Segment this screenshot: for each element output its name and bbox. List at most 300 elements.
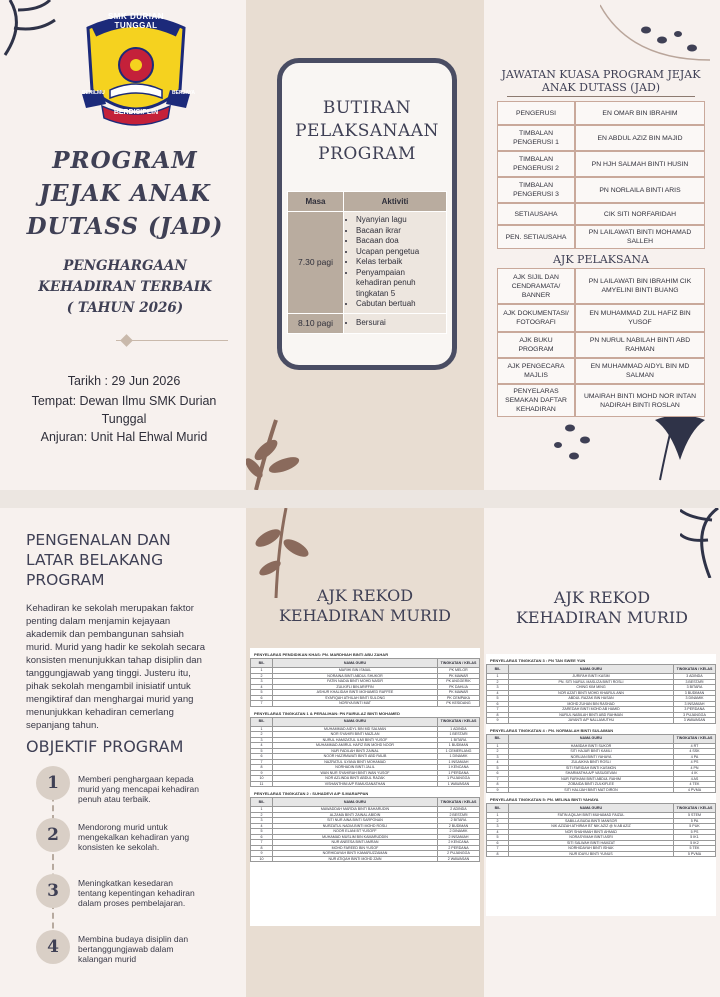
attendance-header-cell: NAMA GURU	[273, 717, 438, 726]
committee-role: TIMBALAN PENGERUSI 2	[497, 151, 575, 177]
attendance-lists	[486, 654, 716, 916]
intro-line: mengiktiraf dan menghargai murid yang	[26, 694, 194, 705]
table-cell: MAWADDAH MARDIA BINTI BAHARUDIN	[273, 807, 438, 813]
table-cell: NOR AZATI BINTI MOHD KHAIRUL ANN	[509, 690, 674, 696]
table-cell: SHARMATHA A/P VASUDEVAN	[509, 771, 674, 777]
activity-item: • Penyampaian kehadiran penuh tingkatan 5	[356, 268, 442, 300]
ajk-table	[497, 268, 705, 417]
table-cell: 3 INSANIAH	[674, 701, 716, 707]
ajk-row	[497, 268, 705, 304]
table-cell: ASHUR KHALIDAH BINTI MOHAMED RAFFEE	[273, 690, 438, 696]
committee-member: PN HJH SALMAH BINTI HUSIN	[575, 151, 705, 177]
table-cell: 1 CEMERLANG	[438, 748, 480, 754]
table-cell: 1	[487, 674, 509, 680]
attendance-header-cell: BIL	[251, 717, 273, 726]
table-cell: NOR SYAHIRI BINTI MAZLAN	[273, 732, 438, 738]
table-cell: 9	[251, 770, 273, 776]
award-title-line: KEHADIRAN TERBAIK	[38, 279, 212, 295]
table-row	[251, 701, 480, 707]
table-cell: 9	[251, 851, 273, 857]
table-cell: NURUL HAMIZATUL ILMI BINTI YUSOF	[273, 737, 438, 743]
committee-title	[497, 68, 705, 94]
ajk-row	[497, 304, 705, 332]
table-cell: MUHAMMAD AIDYL BIN MD SALMAN	[273, 726, 438, 732]
activity-item: • Bacaan doa	[356, 236, 442, 247]
table-cell: 1 BESTARI	[438, 732, 480, 738]
intro-line: menunjukkan kehadiran cemerlang	[26, 707, 174, 718]
attendance-header-cell: TINGKATAN / KELAS	[438, 717, 480, 726]
table-cell: NIK AZIZAH ATHIRAH BT NIK AZIZ @ N AB AZIZ	[509, 824, 674, 830]
table-cell: 2 BUDIMAN	[438, 823, 480, 829]
attendance-lists	[250, 648, 480, 926]
attendance-title-line: AJK REKOD	[316, 586, 414, 605]
table-cell: 1 ADINDA	[438, 726, 480, 732]
table-cell: 3 BESTARI	[674, 679, 716, 685]
attendance-header-row	[487, 804, 716, 813]
objective-line: Memberi penghargaan kepada	[78, 774, 194, 784]
table-cell: SITI FARIDAH BINTI KASMON	[509, 765, 674, 771]
table-cell: 1 KENCANA	[438, 765, 480, 771]
intro-line: akademik dan pembangunan sahsiah	[26, 629, 184, 640]
table-cell: SITI NUR AINA BINTI SARPONAN	[273, 818, 438, 824]
objective-text	[78, 934, 238, 964]
objective-text	[78, 878, 238, 908]
table-cell: 2 KENCANA	[438, 840, 480, 846]
award-title-line: PENGHARGAAN	[63, 258, 187, 274]
table-cell: 11	[251, 781, 273, 787]
ajk-member: PN NURUL NABILAH BINTI ABD RAHMAN	[575, 332, 705, 358]
table-cell: 8	[251, 765, 273, 771]
table-cell: NUR ATIQAH BINTI MOHD ZAIN	[273, 856, 438, 862]
attendance-header-cell: BIL	[487, 734, 509, 743]
schedule-card	[277, 58, 457, 370]
committee-row	[497, 203, 705, 225]
table-cell: ZULKIFLI BIN ARIFFIN	[273, 684, 438, 690]
objective-line: Meningkatkan kesedaran	[78, 878, 173, 888]
objective-line: penuh atau terbaik.	[78, 794, 151, 804]
brochure-outside	[0, 0, 720, 490]
attendance-header-row	[251, 798, 480, 807]
table-cell: NORASYIMAH BINTI ASRI	[509, 835, 674, 841]
table-cell: 5	[251, 748, 273, 754]
attendance-title	[246, 586, 484, 626]
event-details	[18, 372, 230, 446]
table-cell: ZAREDAH BINTI MOHD AB HAMID	[509, 707, 674, 713]
committee-member: EN OMAR BIN IBRAHIM	[575, 101, 705, 125]
table-cell: 3 PUJANGGA	[674, 712, 716, 718]
objective-line: konsisten ke sekolah.	[78, 842, 160, 852]
logo-caption-left: BERILMU	[82, 90, 105, 96]
table-cell: NOOR HAZIRAWATI BINTI ABD RAUB	[273, 754, 438, 760]
table-cell: SYAFIQAH ATHILAH BINTI SULONG	[273, 695, 438, 701]
intro-line: Kehadiran ke sekolah merupakan faktor	[26, 603, 194, 614]
table-cell: NUR FARHANI BINTI ABDUL RAHIM	[509, 776, 674, 782]
objective-line: mengekalkan kehadiran yang	[78, 832, 190, 842]
committee-role: PEN. SETIAUSAHA	[497, 225, 575, 249]
attendance-header-cell: BIL	[251, 659, 273, 668]
committee-role: TIMBALAN PENGERUSI 3	[497, 177, 575, 203]
activity-item: • Nyanyian lagu	[356, 215, 442, 226]
program-title-line: JEJAK ANAK	[39, 180, 211, 207]
objective-text	[78, 822, 238, 852]
table-cell: 4 PN	[674, 765, 716, 771]
attendance-header-cell: NAMA GURU	[509, 665, 674, 674]
table-cell: 2 BITARA	[438, 818, 480, 824]
table-cell: NUR IDAYU BINTI YUNUS	[509, 851, 674, 857]
table-cell: 6	[487, 771, 509, 777]
table-cell: 1	[251, 807, 273, 813]
table-cell: 1	[251, 668, 273, 674]
table-cell: 10	[251, 856, 273, 862]
table-cell: MUHAMAD MUSLIM BIN KAMARUDDIN	[273, 834, 438, 840]
table-cell: 1	[487, 813, 509, 819]
attendance-table	[486, 734, 716, 794]
ajk-member: EN MUHAMMAD AIDYL BIN MD SALMAN	[575, 358, 705, 384]
program-title-line: PROGRAM	[52, 147, 198, 174]
table-cell: 5	[251, 690, 273, 696]
objective-number: 1	[36, 766, 70, 800]
objective-line: Mendorong murid untuk	[78, 822, 168, 832]
table-cell: NORHADIN BINTI JALIL	[273, 765, 438, 771]
committee-role: PENGERUSI	[497, 101, 575, 125]
table-cell: 4	[251, 743, 273, 749]
table-cell: 7	[251, 701, 273, 707]
objective-line: tentang kepentingan kehadiran	[78, 888, 195, 898]
committee-row	[497, 101, 705, 125]
attendance-header-cell: NAMA GURU	[509, 734, 674, 743]
divider-diamond	[120, 334, 133, 347]
table-row	[251, 781, 480, 787]
table-cell: 3	[251, 818, 273, 824]
objective-number: 3	[36, 874, 70, 908]
table-cell: NORLIAN BINTI YAHAYA	[509, 754, 674, 760]
table-cell: SABILLA BUDA BINTI MANSOR	[509, 818, 674, 824]
table-cell: 6	[251, 834, 273, 840]
table-cell: 2 WAWASAN	[438, 856, 480, 862]
ajk-row	[497, 332, 705, 358]
table-cell: 1 BUDIMAN	[438, 743, 480, 749]
committee-row	[497, 177, 705, 203]
table-cell: SITI HAJAR BINTI KAMLI	[509, 749, 674, 755]
table-cell: 4 TEK	[674, 782, 716, 788]
objective-number: 4	[36, 930, 70, 964]
ajk-role: AJK DOKUMENTASI/ FOTOGRAFI	[497, 304, 575, 332]
table-cell: 6	[251, 695, 273, 701]
attendance-header-cell: TINGKATAN / KELAS	[674, 734, 716, 743]
table-cell: 5	[251, 829, 273, 835]
table-cell: 3	[487, 685, 509, 691]
table-cell: 2 PERDANA	[438, 845, 480, 851]
schedule-title-line: PELAKSANAAN	[295, 121, 439, 141]
table-cell: 4	[487, 760, 509, 766]
attendance-header-cell: TINGKATAN / KELAS	[674, 665, 716, 674]
ajk-role: AJK SIJIL DAN CENDRAMATA/ BANNER	[497, 268, 575, 304]
table-cell: PK ANGGERIK	[438, 679, 480, 685]
table-cell: 1	[251, 726, 273, 732]
committee-member: PN NORLAILA BINTI ARIS	[575, 177, 705, 203]
table-cell: 1 INSANIAH	[438, 759, 480, 765]
table-cell: 3	[487, 824, 509, 830]
table-row	[487, 787, 716, 793]
table-cell: 9	[487, 718, 509, 724]
table-row	[487, 718, 716, 724]
schedule-time: 7.30 pagi	[288, 212, 344, 314]
ajk-title: AJK PELAKSANA	[552, 253, 649, 266]
table-cell: NORIYA BINTI MAT	[273, 701, 438, 707]
attendance-table	[250, 717, 480, 788]
table-cell: NORAINA BINTI ABDUL SHUKOR	[273, 673, 438, 679]
logo-caption-top: SMK DURIAN TUNGGAL	[107, 12, 165, 30]
attendance-panel-left	[246, 508, 484, 997]
attendance-header-cell: BIL	[251, 798, 273, 807]
intro-title-line: LATAR BELAKANG	[26, 551, 164, 569]
table-cell: 2 BESTARI	[438, 812, 480, 818]
table-cell: JURIFAH BINTI KASIM	[509, 674, 674, 680]
attendance-header-cell: NAMA GURU	[509, 804, 674, 813]
table-cell: NURUL NABILAH BINTI ABD RAHMAN	[509, 712, 674, 718]
brochure-inside	[0, 508, 720, 997]
table-cell: 4 RT	[674, 743, 716, 749]
table-cell: MARIHI BIN ISMAIL	[273, 668, 438, 674]
ajk-row	[497, 358, 705, 384]
committee-panel	[497, 0, 705, 490]
activity-item: • Ucapan pengetua	[356, 247, 442, 258]
intro-title	[26, 530, 241, 590]
attendance-title-line: KEHADIRAN MURID	[278, 606, 452, 625]
event-venue: Tempat: Dewan Ilmu SMK Durian	[31, 394, 217, 408]
intro-line: murid. Murid yang hadir ke sekolah secara	[26, 642, 206, 653]
table-cell: NURZATUL NADIA BINTI MOHD ROSLI	[273, 823, 438, 829]
schedule-title	[282, 97, 452, 166]
table-cell: 3 WAWASAN	[674, 718, 716, 724]
table-cell: 4 IK	[674, 771, 716, 777]
logo-caption-bottom: BERDISIPLIN	[113, 109, 159, 116]
table-cell: 7	[487, 846, 509, 852]
table-cell: 6	[487, 840, 509, 846]
table-cell: 4 PS	[674, 760, 716, 766]
table-cell: 4 PVMA	[674, 787, 716, 793]
table-cell: 4 PA	[674, 754, 716, 760]
table-cell: 9	[487, 787, 509, 793]
committee-title-line: ANAK DUTASS (JAD)	[541, 81, 661, 94]
objectives-title: OBJEKTIF PROGRAM	[26, 737, 184, 756]
table-cell: 6	[487, 701, 509, 707]
table-cell: 5 IK1	[674, 835, 716, 841]
table-cell: PK MAWAR	[438, 673, 480, 679]
objective-line: dalam proses pembelajaran.	[78, 898, 186, 908]
objective-number: 2	[36, 818, 70, 852]
table-cell: NUR FADILAH BINTI ZAINAL	[273, 748, 438, 754]
schedule-time: 8.10 pagi	[288, 313, 344, 333]
list-caption: PENYELARAS TINGKATAN 1 & PERALIHAN: PN FAIRULAZ BINTI MOHAMED	[254, 710, 400, 716]
objective-item	[36, 930, 226, 970]
table-cell: 4 SSK	[674, 749, 716, 755]
attendance-table	[486, 664, 716, 724]
table-cell: HAMIDAH BINTI SUKOR	[509, 743, 674, 749]
table-cell: 8	[487, 782, 509, 788]
table-cell: 3 BITARA	[674, 685, 716, 691]
table-cell: ZULAIKHA BINTI ROSLI	[509, 760, 674, 766]
table-cell: NAZRATUL ILYANA BINTI MOHAMAD	[273, 759, 438, 765]
table-cell: 2	[487, 749, 509, 755]
attendance-header-row	[487, 734, 716, 743]
table-cell: 1 DINAMIK	[438, 754, 480, 760]
committee-title-line: JAWATAN KUASA PROGRAM JEJAK	[501, 68, 701, 81]
attendance-header-cell: NAMA GURU	[273, 659, 438, 668]
schedule-activities	[344, 212, 447, 314]
table-cell: 5	[487, 835, 509, 841]
table-cell: FATIN NADIA BINTI MOHD NASIR	[273, 679, 438, 685]
table-cell: MUHAMMAD AMIRUL HAFIZ BIN MOHD NOOR	[273, 743, 438, 749]
program-title	[10, 144, 240, 243]
table-cell: NOOR ELANI BT YUSOFF	[273, 829, 438, 835]
table-cell: NOR SHAHIMAH BINTI AHMAD	[509, 829, 674, 835]
objective-text	[78, 774, 238, 804]
table-cell: WAN NUR SYAHIRAH BINTI WAN YUSOF	[273, 770, 438, 776]
attendance-table	[250, 797, 480, 862]
table-cell: ABDUL RAZAK BIN HASAN	[509, 696, 674, 702]
table-cell: 5 TEK	[674, 846, 716, 852]
attendance-panel-right	[484, 508, 720, 997]
committee-underline	[507, 96, 695, 97]
table-cell: 5 STEM	[674, 813, 716, 819]
list-caption: PENYELARAS PENDIDIKAN KHAS: PN. MARDHIAH BINTI ABU ZAHAR	[254, 652, 389, 657]
committee-member: EN ABDUL AZIZ BIN MAJID	[575, 125, 705, 151]
attendance-header-row	[251, 717, 480, 726]
table-cell: 3 DINAMIK	[674, 696, 716, 702]
event-date: Tarikh : 29 Jun 2026	[67, 374, 181, 388]
table-cell: 3 ADINDA	[674, 674, 716, 680]
table-cell: 2 INSANIAH	[438, 834, 480, 840]
table-cell: SITI SALWAH BINTI HAMZAT	[509, 840, 674, 846]
activity-item: • Bacaan ikrar	[356, 226, 442, 237]
ajk-member: UMAIRAH BINTI MOHD NOR INTAN NADIRAH BINTI ROSLAN	[575, 384, 705, 417]
table-cell: 1 WAWASAN	[438, 781, 480, 787]
intro-line: konsisten menunjukkan tahap disiplin dan	[26, 655, 202, 666]
cover-panel	[0, 0, 246, 490]
table-cell: 2 ADINDA	[438, 807, 480, 813]
list-caption: PENYELARAS TINGKATAN 2 : SUHADEVI A/P S.MARAPPAN	[254, 791, 369, 796]
col-aktiviti: Aktiviti	[344, 192, 447, 212]
table-cell: 7	[487, 776, 509, 782]
event-venue-cont: Tunggal	[101, 412, 147, 426]
ajk-role: PENYELARAS SEMAKAN DAFTAR KEHADIRAN	[497, 384, 575, 417]
table-cell: 2	[251, 732, 273, 738]
objective-item	[36, 766, 226, 806]
program-title-line: DUTASS (JAD)	[26, 213, 224, 240]
committee-role: SETIAUSAHA	[497, 203, 575, 225]
attendance-header-cell: BIL	[487, 804, 509, 813]
objective-item	[36, 818, 226, 858]
committee-row	[497, 151, 705, 177]
activity-item: • Cabutan bertuah	[356, 299, 442, 310]
committee-row	[497, 225, 705, 249]
objective-line: kalangan murid	[78, 954, 137, 964]
table-cell: PK DAHLIA	[438, 684, 480, 690]
committee-table	[497, 101, 705, 249]
col-masa: Masa	[288, 192, 344, 212]
activity-item: • Kelas terbaik	[356, 257, 442, 268]
table-cell: 5 IK2	[674, 840, 716, 846]
table-cell: PK CEMPAKA	[438, 695, 480, 701]
list-caption: PENYELARAS TINGKATAN 5: PN. MELINA BINTI YAHAYA	[490, 797, 599, 802]
table-cell: 3	[251, 737, 273, 743]
table-cell: 2 PUJANGGA	[438, 851, 480, 857]
table-cell: 2 DINAMIK	[438, 829, 480, 835]
table-cell: 2	[251, 812, 273, 818]
attendance-table	[250, 658, 480, 707]
table-row	[487, 851, 716, 857]
table-cell: PK MELOR	[438, 668, 480, 674]
table-cell: 3 BUDIMAN	[674, 690, 716, 696]
attendance-title	[484, 588, 720, 628]
table-cell: SITI HALIJAH BINTI MAT DIRON	[509, 787, 674, 793]
ajk-role: AJK BUKU PROGRAM	[497, 332, 575, 358]
table-cell: 5 PUK	[674, 824, 716, 830]
schedule-header-row	[288, 192, 447, 212]
table-cell: 3 PERDANA	[674, 707, 716, 713]
table-cell: NUR ANEESA BINTI AMRAN	[273, 840, 438, 846]
intro-line: pihak sekolah mengambil inisiatif untuk	[26, 681, 191, 692]
table-cell: 7	[251, 840, 273, 846]
objective-line: bertanggungjawab dalam	[78, 944, 174, 954]
attendance-header-cell: TINGKATAN / KELAS	[438, 798, 480, 807]
table-cell: 2	[487, 818, 509, 824]
fern-decoration	[246, 410, 316, 490]
attendance-header-cell: NAMA GURU	[273, 798, 438, 807]
table-cell: JAYANTI A/P NALLAMUTHU	[509, 718, 674, 724]
award-title-line: ( TAHUN 2026)	[66, 300, 184, 316]
objective-item	[36, 874, 226, 914]
table-cell: 4	[251, 823, 273, 829]
table-cell: 5	[487, 696, 509, 702]
schedule-row	[288, 313, 447, 333]
table-cell: ALZAMA BINTI ZAINAL ABIDIN	[273, 812, 438, 818]
intro-panel	[0, 508, 246, 997]
table-cell: PK MAWAR	[438, 690, 480, 696]
objective-line: murid yang mencapai kehadiran	[78, 784, 199, 794]
table-cell: NORHIDAYAH BINTI KAMARUZZAMAN	[273, 851, 438, 857]
committee-row	[497, 125, 705, 151]
table-cell: 3	[487, 754, 509, 760]
table-cell: 8	[487, 712, 509, 718]
table-cell: 4 AS	[674, 776, 716, 782]
table-cell: MOHD FAREED BIN YUSOF	[273, 845, 438, 851]
table-cell: 3	[251, 679, 273, 685]
activity-item: • Bersurai	[356, 318, 442, 329]
committee-role: TIMBALAN PENGERUSI 1	[497, 125, 575, 151]
attendance-title-line: KEHADIRAN MURID	[515, 608, 689, 627]
table-cell: 1 PERDANA	[438, 770, 480, 776]
committee-member: CIK SITI NORFARIDAH	[575, 203, 705, 225]
attendance-header-cell: TINGKATAN / KELAS	[438, 659, 480, 668]
schedule-table	[287, 191, 447, 334]
table-cell: CHING KIM MING	[509, 685, 674, 691]
attendance-header-cell: BIL	[487, 665, 509, 674]
table-cell: 1 BITARA	[438, 737, 480, 743]
schedule-row	[288, 212, 447, 314]
intro-paragraph	[26, 602, 244, 732]
award-title	[10, 256, 240, 319]
committee-member: PN LAILAWATI BINTI MOHAMAD SALLEH	[575, 225, 705, 249]
attendance-table	[486, 803, 716, 857]
schedule-title-line: BUTIRAN	[322, 98, 412, 118]
ajk-row	[497, 384, 705, 417]
intro-title-line: PROGRAM	[26, 571, 105, 589]
table-cell: 7	[487, 707, 509, 713]
table-cell: PK KESIDANG	[438, 701, 480, 707]
event-organizer: Anjuran: Unit Hal Ehwal Murid	[40, 430, 208, 444]
